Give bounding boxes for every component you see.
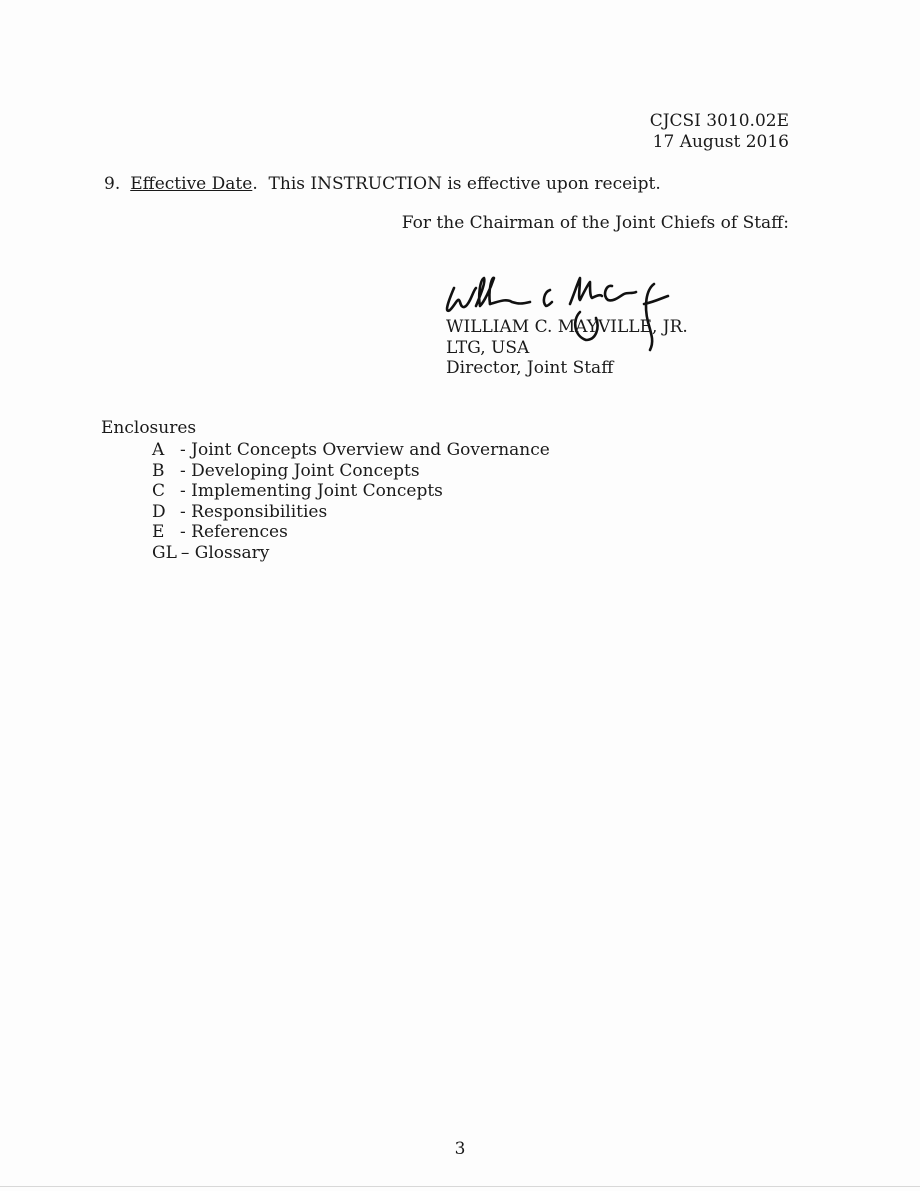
signatory-rank: LTG, USA <box>446 338 530 358</box>
enclosure-item <box>152 522 550 543</box>
signatory-name: WILLIAM C. MAYVILLE, JR. <box>446 317 688 337</box>
enclosure-item <box>152 481 550 502</box>
bottom-rule <box>0 1186 920 1187</box>
page-number: 3 <box>454 1139 466 1159</box>
enclosures-heading: Enclosures <box>101 418 197 438</box>
enclosures-list <box>152 440 550 563</box>
enclosure-label: - Responsibilities <box>180 501 328 522</box>
closing-line: For the Chairman of the Joint Chiefs of Staff: <box>401 213 789 233</box>
paragraph-effective-date <box>104 174 661 195</box>
enclosure-letter: C <box>152 481 166 501</box>
signatory-title: Director, Joint Staff <box>446 358 614 378</box>
enclosure-letter: GL <box>152 542 177 563</box>
enclosure-letter: D <box>152 501 166 522</box>
enclosure-letter: E <box>152 522 165 542</box>
document-header <box>650 111 789 153</box>
paragraph-heading: Effective Date <box>130 174 253 194</box>
enclosure-item <box>152 440 550 461</box>
enclosure-item <box>152 461 550 482</box>
document-date: 17 August 2016 <box>652 132 789 152</box>
enclosure-item <box>152 543 550 564</box>
document-id: CJCSI 3010.02E <box>649 111 789 131</box>
enclosure-letter: A <box>152 440 165 460</box>
paragraph-number: 9. <box>104 174 121 194</box>
enclosure-label: - References <box>180 522 288 542</box>
paragraph-text: This INSTRUCTION is effective upon receipt. <box>268 174 661 194</box>
enclosure-item <box>152 502 550 523</box>
enclosure-label: - Implementing Joint Concepts <box>180 481 443 501</box>
enclosure-label: – Glossary <box>180 542 270 563</box>
enclosure-letter: B <box>152 460 165 481</box>
enclosure-label: - Joint Concepts Overview and Governance <box>180 440 550 460</box>
paragraph-heading-suffix: . <box>252 174 258 194</box>
enclosure-label: - Developing Joint Concepts <box>180 460 420 481</box>
